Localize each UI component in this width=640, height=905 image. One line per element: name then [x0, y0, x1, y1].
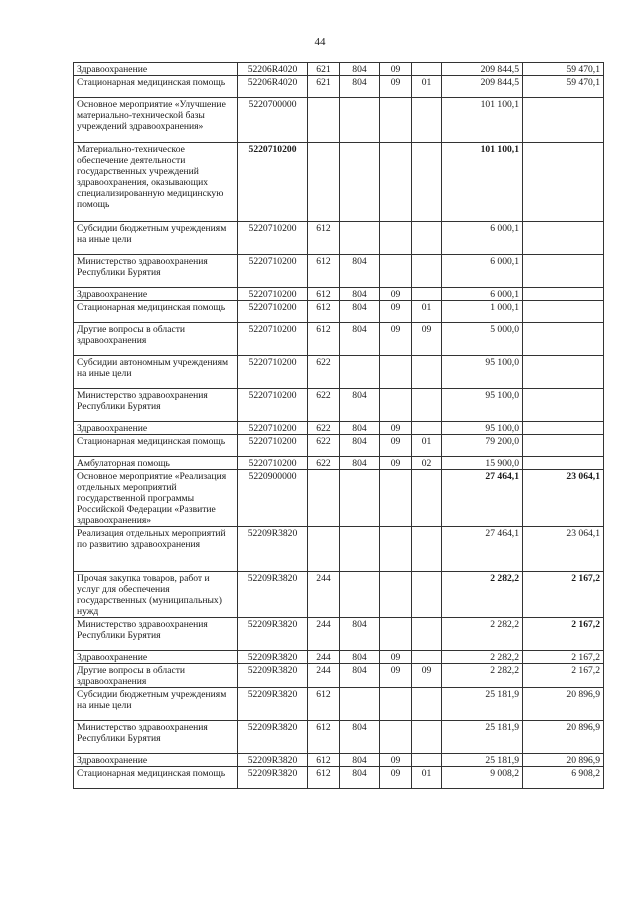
item-name: Министерство здравоохранения Республики Бурятия — [74, 255, 238, 288]
table-row — [74, 435, 604, 457]
target-code: 52209R3820 — [238, 664, 308, 688]
amount-col-1: 27 464,1 — [442, 470, 523, 527]
target-code: 52206R4020 — [238, 76, 308, 98]
subsection-code: 01 — [412, 435, 442, 457]
department-code: 804 — [340, 323, 380, 356]
subsection-code — [412, 143, 442, 222]
department-code — [340, 688, 380, 721]
amount-col-2: 6 908,2 — [523, 767, 604, 789]
expense-type-code: 612 — [308, 301, 340, 323]
section-code: 09 — [380, 435, 412, 457]
subsection-code: 01 — [412, 76, 442, 98]
table-row — [74, 288, 604, 301]
target-code: 52209R3820 — [238, 572, 308, 618]
section-code — [380, 98, 412, 143]
table-row — [74, 422, 604, 435]
amount-col-1: 209 844,5 — [442, 76, 523, 98]
department-code: 804 — [340, 721, 380, 754]
item-name: Стационарная медицинская помощь — [74, 435, 238, 457]
table-row — [74, 222, 604, 255]
subsection-code — [412, 63, 442, 76]
item-name: Здравоохранение — [74, 754, 238, 767]
item-name: Стационарная медицинская помощь — [74, 767, 238, 789]
amount-col-1: 9 008,2 — [442, 767, 523, 789]
department-code: 804 — [340, 255, 380, 288]
department-code — [340, 222, 380, 255]
amount-col-1: 209 844,5 — [442, 63, 523, 76]
expense-type-code: 612 — [308, 288, 340, 301]
department-code — [340, 98, 380, 143]
target-code: 5220710200 — [238, 288, 308, 301]
target-code: 52209R3820 — [238, 721, 308, 754]
expense-type-code: 612 — [308, 688, 340, 721]
section-code: 09 — [380, 664, 412, 688]
department-code: 804 — [340, 618, 380, 651]
expense-type-code: 244 — [308, 618, 340, 651]
expense-type-code: 612 — [308, 323, 340, 356]
amount-col-2 — [523, 457, 604, 470]
item-name: Министерство здравоохранения Республики Бурятия — [74, 618, 238, 651]
section-code: 09 — [380, 754, 412, 767]
expense-type-code: 621 — [308, 63, 340, 76]
expense-type-code: 244 — [308, 651, 340, 664]
item-name: Субсидии бюджетным учреждениям на иные цели — [74, 688, 238, 721]
subsection-code — [412, 688, 442, 721]
target-code: 5220710200 — [238, 389, 308, 422]
subsection-code — [412, 222, 442, 255]
amount-col-1: 27 464,1 — [442, 527, 523, 572]
table-row — [74, 98, 604, 143]
expense-type-code: 622 — [308, 356, 340, 389]
section-code — [380, 688, 412, 721]
item-name: Здравоохранение — [74, 288, 238, 301]
amount-col-2: 2 167,2 — [523, 618, 604, 651]
table-row — [74, 389, 604, 422]
amount-col-2: 23 064,1 — [523, 527, 604, 572]
subsection-code: 09 — [412, 323, 442, 356]
amount-col-2 — [523, 301, 604, 323]
table-row — [74, 76, 604, 98]
amount-col-2 — [523, 389, 604, 422]
department-code: 804 — [340, 754, 380, 767]
table-row — [74, 618, 604, 651]
item-name: Субсидии бюджетным учреждениям на иные цели — [74, 222, 238, 255]
expense-type-code: 612 — [308, 721, 340, 754]
department-code: 804 — [340, 63, 380, 76]
department-code — [340, 470, 380, 527]
section-code — [380, 143, 412, 222]
department-code: 804 — [340, 664, 380, 688]
item-name: Другие вопросы в области здравоохранения — [74, 664, 238, 688]
amount-col-1: 1 000,1 — [442, 301, 523, 323]
amount-col-1: 2 282,2 — [442, 664, 523, 688]
department-code: 804 — [340, 389, 380, 422]
item-name: Здравоохранение — [74, 63, 238, 76]
amount-col-1: 2 282,2 — [442, 651, 523, 664]
section-code: 09 — [380, 288, 412, 301]
department-code — [340, 356, 380, 389]
target-code: 52206R4020 — [238, 63, 308, 76]
section-code: 09 — [380, 63, 412, 76]
expense-type-code: 612 — [308, 222, 340, 255]
expense-type-code — [308, 527, 340, 572]
subsection-code — [412, 721, 442, 754]
amount-col-2 — [523, 98, 604, 143]
expense-type-code: 622 — [308, 389, 340, 422]
expense-type-code — [308, 98, 340, 143]
section-code: 09 — [380, 767, 412, 789]
subsection-code — [412, 618, 442, 651]
subsection-code — [412, 356, 442, 389]
table-row — [74, 323, 604, 356]
target-code: 52209R3820 — [238, 618, 308, 651]
target-code: 5220710200 — [238, 143, 308, 222]
table-row — [74, 754, 604, 767]
item-name: Реализация отдельных мероприятий по развитию здравоохранения — [74, 527, 238, 572]
subsection-code — [412, 288, 442, 301]
target-code: 5220710200 — [238, 222, 308, 255]
amount-col-2: 59 470,1 — [523, 63, 604, 76]
expense-type-code: 612 — [308, 754, 340, 767]
expense-type-code — [308, 143, 340, 222]
table-row — [74, 767, 604, 789]
expense-type-code: 612 — [308, 255, 340, 288]
amount-col-2 — [523, 288, 604, 301]
item-name: Амбулаторная помощь — [74, 457, 238, 470]
amount-col-1: 5 000,0 — [442, 323, 523, 356]
section-code: 09 — [380, 422, 412, 435]
amount-col-1: 6 000,1 — [442, 255, 523, 288]
subsection-code — [412, 572, 442, 618]
amount-col-1: 25 181,9 — [442, 721, 523, 754]
target-code: 5220710200 — [238, 422, 308, 435]
item-name: Основное мероприятие «Улучшение материально-технической базы учреждений здравоохранения» — [74, 98, 238, 143]
target-code: 5220700000 — [238, 98, 308, 143]
section-code: 09 — [380, 651, 412, 664]
item-name: Другие вопросы в области здравоохранения — [74, 323, 238, 356]
table-row — [74, 651, 604, 664]
item-name: Здравоохранение — [74, 651, 238, 664]
subsection-code — [412, 754, 442, 767]
section-code — [380, 470, 412, 527]
table-row — [74, 470, 604, 527]
item-name: Основное мероприятие «Реализация отдельных мероприятий государственной программы Российской Федерации «Развитие здравоохранения» — [74, 470, 238, 527]
target-code: 52209R3820 — [238, 651, 308, 664]
subsection-code — [412, 255, 442, 288]
table-row — [74, 664, 604, 688]
amount-col-1: 2 282,2 — [442, 572, 523, 618]
amount-col-2 — [523, 143, 604, 222]
expense-type-code: 612 — [308, 767, 340, 789]
item-name: Здравоохранение — [74, 422, 238, 435]
amount-col-2 — [523, 356, 604, 389]
expense-type-code: 622 — [308, 435, 340, 457]
amount-col-2: 23 064,1 — [523, 470, 604, 527]
item-name: Министерство здравоохранения Республики Бурятия — [74, 389, 238, 422]
subsection-code: 02 — [412, 457, 442, 470]
department-code: 804 — [340, 457, 380, 470]
section-code — [380, 389, 412, 422]
target-code: 5220710200 — [238, 435, 308, 457]
section-code: 09 — [380, 301, 412, 323]
amount-col-1: 101 100,1 — [442, 98, 523, 143]
item-name: Министерство здравоохранения Республики Бурятия — [74, 721, 238, 754]
subsection-code — [412, 422, 442, 435]
amount-col-1: 101 100,1 — [442, 143, 523, 222]
table-row — [74, 457, 604, 470]
table-row — [74, 527, 604, 572]
target-code: 5220710200 — [238, 255, 308, 288]
page-number: 44 — [314, 36, 326, 48]
amount-col-2: 59 470,1 — [523, 76, 604, 98]
table-row — [74, 301, 604, 323]
subsection-code — [412, 98, 442, 143]
subsection-code — [412, 651, 442, 664]
table-row — [74, 721, 604, 754]
amount-col-1: 2 282,2 — [442, 618, 523, 651]
amount-col-2: 20 896,9 — [523, 721, 604, 754]
section-code — [380, 618, 412, 651]
amount-col-2: 2 167,2 — [523, 572, 604, 618]
amount-col-2 — [523, 422, 604, 435]
amount-col-2 — [523, 435, 604, 457]
table-row — [74, 255, 604, 288]
item-name: Стационарная медицинская помощь — [74, 76, 238, 98]
department-code: 804 — [340, 288, 380, 301]
department-code: 804 — [340, 435, 380, 457]
table-row — [74, 356, 604, 389]
target-code: 5220710200 — [238, 323, 308, 356]
expense-type-code — [308, 470, 340, 527]
section-code — [380, 572, 412, 618]
expense-type-code: 244 — [308, 664, 340, 688]
amount-col-1: 25 181,9 — [442, 688, 523, 721]
amount-col-1: 79 200,0 — [442, 435, 523, 457]
department-code: 804 — [340, 767, 380, 789]
amount-col-1: 6 000,1 — [442, 288, 523, 301]
department-code: 804 — [340, 301, 380, 323]
amount-col-2: 20 896,9 — [523, 754, 604, 767]
section-code — [380, 255, 412, 288]
target-code: 5220900000 — [238, 470, 308, 527]
target-code: 52209R3820 — [238, 754, 308, 767]
subsection-code: 01 — [412, 301, 442, 323]
subsection-code — [412, 470, 442, 527]
section-code: 09 — [380, 76, 412, 98]
amount-col-2 — [523, 255, 604, 288]
section-code: 09 — [380, 323, 412, 356]
amount-col-1: 95 100,0 — [442, 356, 523, 389]
department-code: 804 — [340, 76, 380, 98]
amount-col-1: 95 100,0 — [442, 389, 523, 422]
subsection-code — [412, 389, 442, 422]
target-code: 52209R3820 — [238, 688, 308, 721]
section-code — [380, 721, 412, 754]
amount-col-2: 2 167,2 — [523, 651, 604, 664]
amount-col-2: 20 896,9 — [523, 688, 604, 721]
target-code: 5220710200 — [238, 301, 308, 323]
amount-col-2: 2 167,2 — [523, 664, 604, 688]
amount-col-1: 6 000,1 — [442, 222, 523, 255]
department-code: 804 — [340, 651, 380, 664]
section-code — [380, 356, 412, 389]
target-code: 52209R3820 — [238, 527, 308, 572]
department-code — [340, 527, 380, 572]
section-code — [380, 222, 412, 255]
expense-type-code: 622 — [308, 457, 340, 470]
item-name: Субсидии автономным учреждениям на иные цели — [74, 356, 238, 389]
table-row — [74, 572, 604, 618]
target-code: 5220710200 — [238, 356, 308, 389]
table-row — [74, 688, 604, 721]
expense-type-code: 622 — [308, 422, 340, 435]
subsection-code: 01 — [412, 767, 442, 789]
expense-type-code: 621 — [308, 76, 340, 98]
subsection-code — [412, 527, 442, 572]
item-name: Прочая закупка товаров, работ и услуг для обеспечения государственных (муниципальных) нужд — [74, 572, 238, 618]
amount-col-2 — [523, 222, 604, 255]
department-code — [340, 143, 380, 222]
subsection-code: 09 — [412, 664, 442, 688]
section-code — [380, 527, 412, 572]
section-code: 09 — [380, 457, 412, 470]
target-code: 5220710200 — [238, 457, 308, 470]
target-code: 52209R3820 — [238, 767, 308, 789]
amount-col-1: 25 181,9 — [442, 754, 523, 767]
item-name: Материально-техническое обеспечение деятельности государственных учреждений здравоохранения, оказывающих специализированную медицинскую помощь — [74, 143, 238, 222]
amount-col-2 — [523, 323, 604, 356]
department-code: 804 — [340, 422, 380, 435]
budget-table — [73, 62, 604, 789]
amount-col-1: 15 900,0 — [442, 457, 523, 470]
department-code — [340, 572, 380, 618]
expense-type-code: 244 — [308, 572, 340, 618]
item-name: Стационарная медицинская помощь — [74, 301, 238, 323]
amount-col-1: 95 100,0 — [442, 422, 523, 435]
table-row — [74, 143, 604, 222]
table-row — [74, 63, 604, 76]
